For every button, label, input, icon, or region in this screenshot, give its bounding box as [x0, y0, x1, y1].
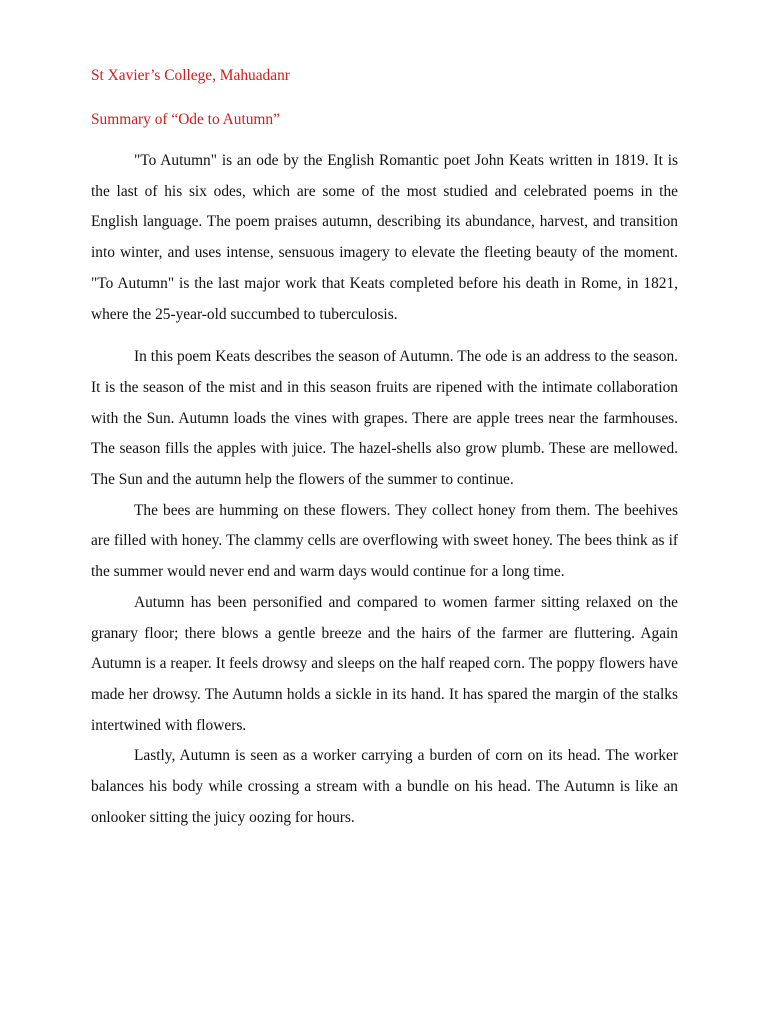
- paragraph-personified: Autumn has been personified and compared to women farmer sitting relaxed on the granary floor; there blows a gentle breeze and the hairs of the farmer are fluttering. Again Autumn is a reaper. It feels drowsy and sleeps on the half reaped corn. The poppy flowers have made her drowsy. The Autumn holds a sickle in its hand. It has spared the margin of the stalks intertwined with flowers.: [91, 593, 678, 734]
- paragraph-bees: The bees are humming on these flowers. They collect honey from them. The beehives are filled with honey. The clammy cells are overflowing with sweet honey. The bees think as if the summer would never end and warm days would continue for a long time.: [91, 501, 678, 581]
- document-body: [91, 62, 678, 833]
- paragraph-intro: "To Autumn" is an ode by the English Romantic poet John Keats written in 1819. It is the last of his six odes, which are some of the most studied and celebrated poems in the English language. The poem praises autumn, describing its abundance, harvest, and transition into winter, and uses intense, sensuous imagery to elevate the fleeting beauty of the moment. "To Autumn" is the last major work that Keats completed before his death in Rome, in 1821, where the 25-year-old succumbed to tuberculosis.: [91, 152, 678, 323]
- paragraph-worker: Lastly, Autumn is seen as a worker carrying a burden of corn on its head. The worker balances his body while crossing a stream with a bundle on his head. The Autumn is like an onlooker sitting the juicy oozing for hours.: [91, 747, 678, 826]
- college-heading: St Xavier’s College, Mahuadanr: [91, 67, 290, 84]
- summary-title: Summary of “Ode to Autumn”: [91, 111, 280, 128]
- paragraph-season: In this poem Keats describes the season of Autumn. The ode is an address to the season. It is the season of the mist and in this season fruits are ripened with the intimate collaboration with the Sun. Autumn loads the vines with grapes. There are apple trees near the farmhouses. The season fills the apples with juice. The hazel-shells also grow plumb. These are mellowed. The Sun and the autumn help the flowers of the summer to continue.: [91, 348, 678, 489]
